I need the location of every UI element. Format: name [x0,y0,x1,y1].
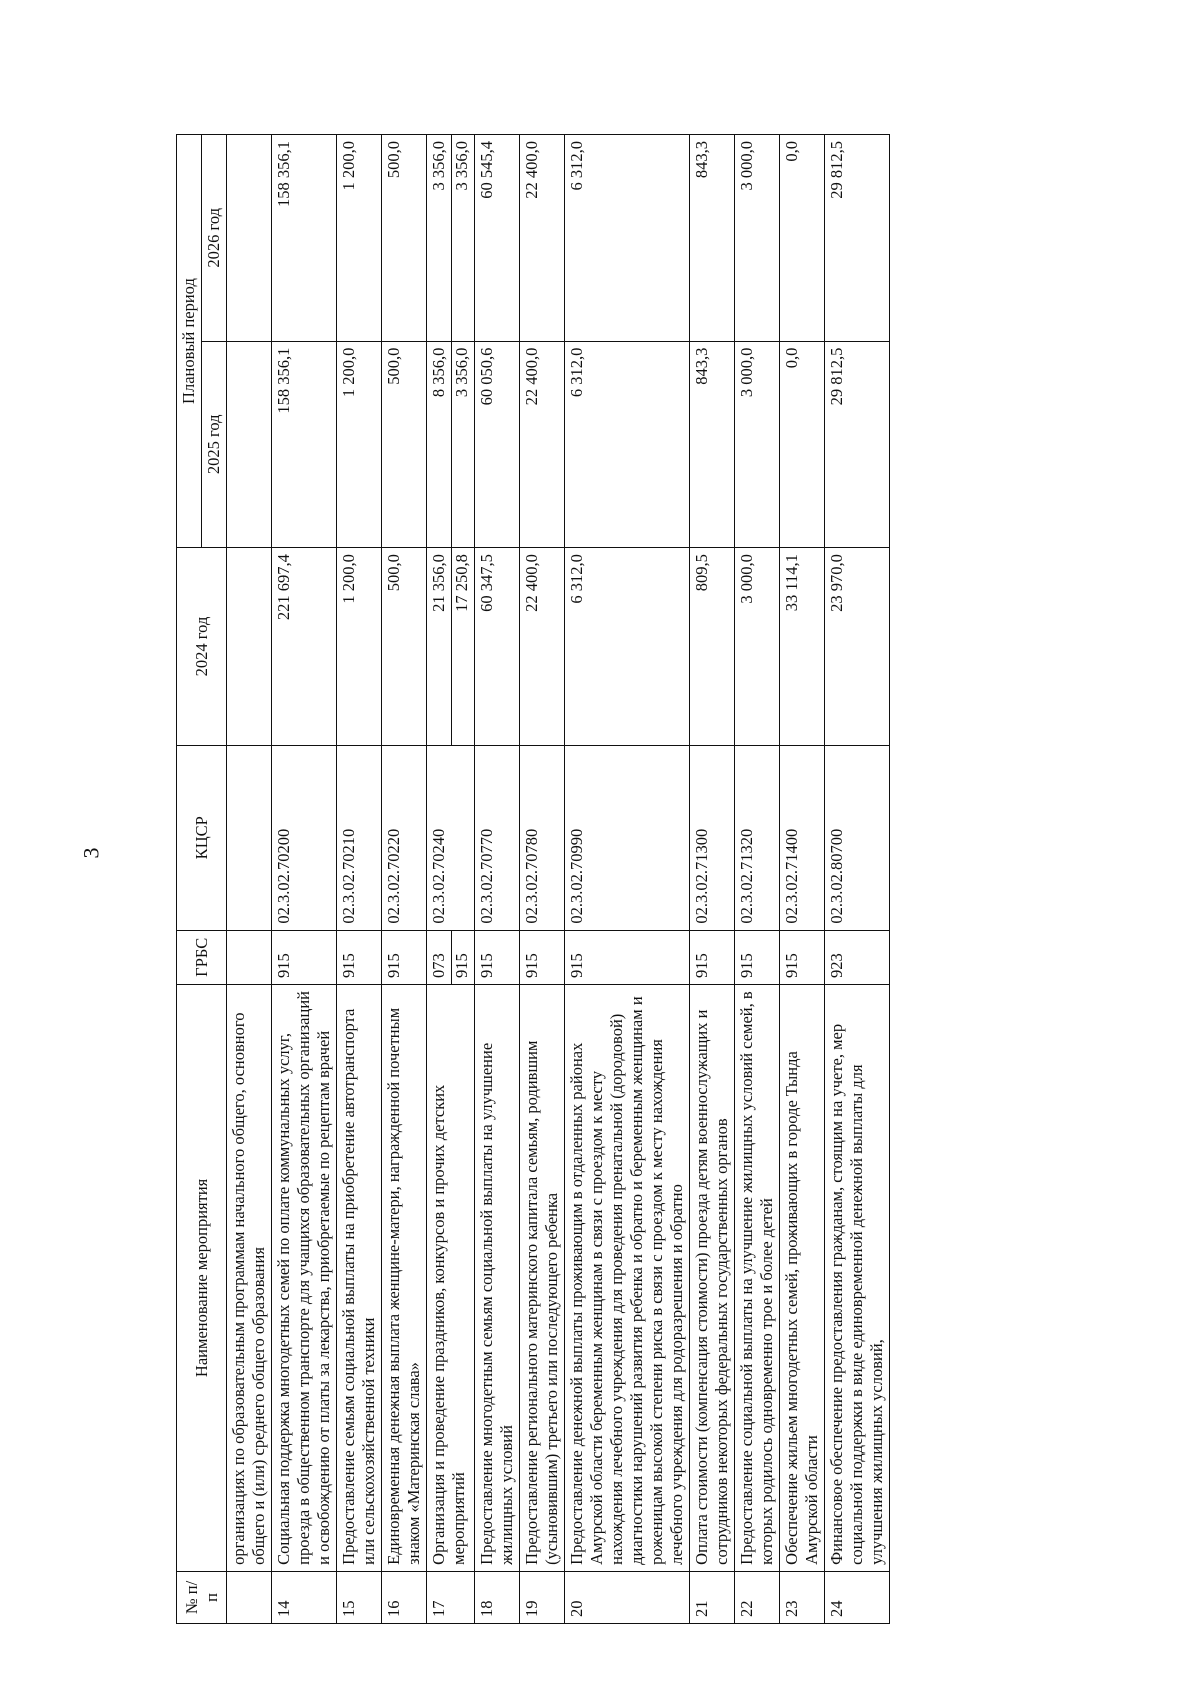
cell-value: 0,0 [782,141,801,162]
cell-value: 02.3.02.70780 [522,828,541,924]
cell-name [690,984,735,1571]
cell-value: 60 050,6 [477,347,496,406]
cell-kcsr [565,745,690,930]
cell-value: 6 312,0 [567,554,586,604]
cell-y2025 [565,341,690,548]
cell-value: 073 [429,953,448,978]
cell-value: 1 200,0 [339,554,358,604]
cell-name [227,984,272,1571]
cell-value: 1 200,0 [339,141,358,191]
cell-value: 915 [274,953,293,978]
cell-value: 809,5 [692,554,711,592]
cell-value: 915 [522,953,541,978]
cell-value: Социальная поддержка многодетных семей по оплате коммунальных услуг, проезда в общественном транспорте для учащихся образовательных организаций и освобождению от платы за лекарства, приобретаемые по рецептам врачей [274,991,333,1565]
cell-value: 02.3.02.70770 [477,828,496,924]
cell-value: 915 [737,953,756,978]
cell-value: 3 000,0 [737,347,756,398]
cell-value: 29 812,5 [827,141,846,199]
cell-name [475,984,520,1571]
cell-value: Предоставление социальной выплаты на улучшение жилищных условий семей, в которых родилось одновременно трое и более детей [737,991,776,1565]
cell-y2025 [227,341,272,548]
cell-y2024 [735,548,780,746]
cell-value: 915 [451,931,472,984]
cell-grbs [825,930,890,984]
cell-value: 915 [477,953,496,978]
cell-num [520,1571,565,1623]
table-row [520,135,565,1624]
cell-num [272,1571,337,1623]
cell-name [382,984,427,1571]
cell-grbs [427,930,475,984]
cell-value: 24 [827,1600,846,1617]
cell-name [427,984,475,1571]
cell-num [337,1571,382,1623]
table-row [337,135,382,1624]
cell-value: 500,0 [384,141,403,179]
cell-name [780,984,825,1571]
cell-value: 17 [429,1600,448,1617]
cell-kcsr [227,745,272,930]
cell-y2026 [427,135,475,342]
cell-num [825,1571,890,1623]
cell-name [825,984,890,1571]
cell-num [475,1571,520,1623]
table-row [780,135,825,1624]
cell-num [427,1571,475,1623]
cell-value: 18 [477,1600,496,1617]
cell-value: 02.3.02.71320 [737,828,756,924]
cell-num [227,1571,272,1623]
table-row [427,135,475,1624]
cell-value: 6 312,0 [567,141,586,191]
cell-y2024 [565,548,690,746]
cell-y2026 [227,135,272,342]
cell-value: 843,3 [692,347,711,385]
cell-value: 915 [384,953,403,978]
cell-value: 23 970,0 [827,554,846,612]
cell-value: Предоставление многодетным семьям социальной выплаты на улучшение жилищных условий [477,1042,516,1565]
cell-y2025 [690,341,735,548]
cell-kcsr [427,745,475,930]
cell-y2025 [272,341,337,548]
cell-kcsr [382,745,427,930]
cell-y2026 [565,135,690,342]
cell-value: 15 [339,1600,358,1617]
cell-value: 3 000,0 [737,141,756,191]
cell-value: Предоставление денежной выплаты проживающим в отдаленных районах Амурской области беременным женщинам в связи с проездом к месту нахождения лечебного учреждения для проведения пренатальной (дородовой) диагностики нарушений развития ребенка и обратно и беременным женщинам и роженицам высокой степени риска в связи с проездом к месту нахождения лечебного учреждения для родоразрешения и обратно [567,996,686,1565]
cell-kcsr [690,745,735,930]
cell-y2025 [427,341,475,548]
cell-value: 33 114,1 [782,554,801,612]
cell-value: Предоставление регионального материнского капитала семьям, родившим (усыновившим) третьего или последующего ребенка [522,1040,561,1565]
cell-grbs [337,930,382,984]
table-row [735,135,780,1624]
cell-value: 221 697,4 [274,554,293,621]
cell-y2026 [825,135,890,342]
cell-y2024 [272,548,337,746]
table-row [382,135,427,1624]
cell-y2026 [475,135,520,342]
cell-y2024 [337,548,382,746]
cell-y2025 [475,341,520,548]
cell-y2025 [520,341,565,548]
cell-grbs [272,930,337,984]
header-name: Наименование мероприятия [177,984,227,1571]
cell-y2026 [735,135,780,342]
cell-value: Обеспечение жильем многодетных семей, проживающих в городе Тында Амурской области [782,1051,821,1565]
cell-num [735,1571,780,1623]
cell-y2024 [427,548,475,746]
cell-y2025 [780,341,825,548]
cell-value: 915 [692,953,711,978]
header-grbs: ГРБС [177,930,227,984]
cell-value: 02.3.02.71400 [782,828,801,924]
cell-value: 923 [827,953,846,978]
cell-value: 21 356,0 [429,554,448,612]
cell-value: 500,0 [384,554,403,592]
cell-value: 02.3.02.70220 [384,828,403,924]
cell-value: 21 [692,1600,711,1617]
cell-value: 17 250,8 [451,548,472,745]
cell-value: Единовременная денежная выплата женщине-матери, награжденной почетным знаком «Материнская слава» [384,1007,423,1565]
table-row [475,135,520,1624]
cell-y2024 [825,548,890,746]
cell-y2024 [520,548,565,746]
cell-num [780,1571,825,1623]
cell-value: 02.3.02.71300 [692,828,711,924]
cell-kcsr [520,745,565,930]
cell-value: 0,0 [782,347,801,369]
cell-y2026 [272,135,337,342]
header-2025: 2025 год [202,341,227,548]
cell-grbs [227,930,272,984]
cell-kcsr [735,745,780,930]
cell-name [735,984,780,1571]
cell-value: 1 200,0 [339,347,358,398]
cell-num [382,1571,427,1623]
table-row [825,135,890,1624]
cell-value: 3 000,0 [737,554,756,604]
cell-y2024 [690,548,735,746]
cell-y2026 [337,135,382,342]
cell-y2025 [337,341,382,548]
cell-y2026 [382,135,427,342]
cell-value: 6 312,0 [567,347,586,398]
cell-y2024 [382,548,427,746]
cell-value: 19 [522,1600,541,1617]
budget-table [176,134,890,1624]
header-num: № п/п [177,1571,227,1623]
cell-value: 23 [782,1600,801,1617]
cell-y2024 [227,548,272,746]
cell-value: 22 [737,1600,756,1617]
page-number: 3 [78,847,104,859]
cell-value: 60 347,5 [477,554,496,612]
cell-value: 20 [567,1600,586,1617]
header-plan-period: Плановый период [177,135,202,548]
cell-value: Оплата стоимости (компенсация стоимости) проезда детям военнослужащих и сотрудников некоторых федеральных государственных органов [692,1009,731,1565]
cell-kcsr [780,745,825,930]
cell-value: 915 [567,953,586,978]
cell-value: Предоставление семьям социальной выплаты на приобретение автотранспорта или сельскохозяйственной техники [339,1008,378,1565]
cell-kcsr [475,745,520,930]
cell-value: 60 545,4 [477,141,496,199]
cell-value: 29 812,5 [827,347,846,406]
cell-grbs [475,930,520,984]
header-kcsr: КЦСР [177,745,227,930]
cell-value: 22 400,0 [522,141,541,199]
cell-value: 02.3.02.80700 [827,828,846,924]
cell-value: организациях по образовательным программам начального общего, основного общего и (или) среднего общего образования [229,1012,268,1565]
cell-grbs [780,930,825,984]
table-row [565,135,690,1624]
cell-kcsr [272,745,337,930]
cell-y2026 [690,135,735,342]
cell-name [272,984,337,1571]
cell-value: 22 400,0 [522,554,541,612]
cell-value: 915 [339,953,358,978]
table-row [690,135,735,1624]
cell-y2024 [475,548,520,746]
cell-y2026 [520,135,565,342]
cell-grbs [690,930,735,984]
cell-value: 02.3.02.70240 [429,828,448,924]
cell-name [337,984,382,1571]
cell-value: 158 356,1 [274,141,293,207]
cell-value: 02.3.02.70990 [567,828,586,924]
cell-y2024 [780,548,825,746]
header-2024: 2024 год [177,548,227,746]
cell-value: 14 [274,1600,293,1617]
cell-grbs [565,930,690,984]
cell-num [565,1571,690,1623]
cell-value: Организация и проведение праздников, конкурсов и прочих детских мероприятий [429,1084,468,1565]
budget-table-sheet [176,134,1116,1624]
cell-kcsr [825,745,890,930]
cell-kcsr [337,745,382,930]
table-row [227,135,272,1624]
cell-value: 500,0 [384,347,403,385]
cell-value: 3 356,0 [451,135,472,341]
cell-value: 8 356,0 [429,347,448,398]
cell-name [520,984,565,1571]
cell-grbs [735,930,780,984]
table-row [272,135,337,1624]
cell-grbs [520,930,565,984]
header-2026: 2026 год [202,135,227,342]
table-body [227,135,890,1624]
cell-value: 22 400,0 [522,347,541,406]
cell-value: 3 356,0 [429,141,448,191]
cell-name [565,984,690,1571]
cell-value: 843,3 [692,141,711,179]
cell-grbs [382,930,427,984]
cell-value: 915 [782,953,801,978]
cell-y2026 [780,135,825,342]
cell-value: 02.3.02.70200 [274,828,293,924]
cell-y2025 [735,341,780,548]
cell-y2025 [382,341,427,548]
cell-value: 158 356,1 [274,347,293,414]
cell-value: 16 [384,1600,403,1617]
cell-num [690,1571,735,1623]
cell-value: 3 356,0 [451,342,472,548]
cell-value: 02.3.02.70210 [339,828,358,924]
cell-value: Финансовое обеспечение предоставления гражданам, стоящим на учете, мер социальной поддержки в виде единовременной денежной выплаты для улучшения жилищных условий, [827,1023,886,1565]
cell-y2025 [825,341,890,548]
